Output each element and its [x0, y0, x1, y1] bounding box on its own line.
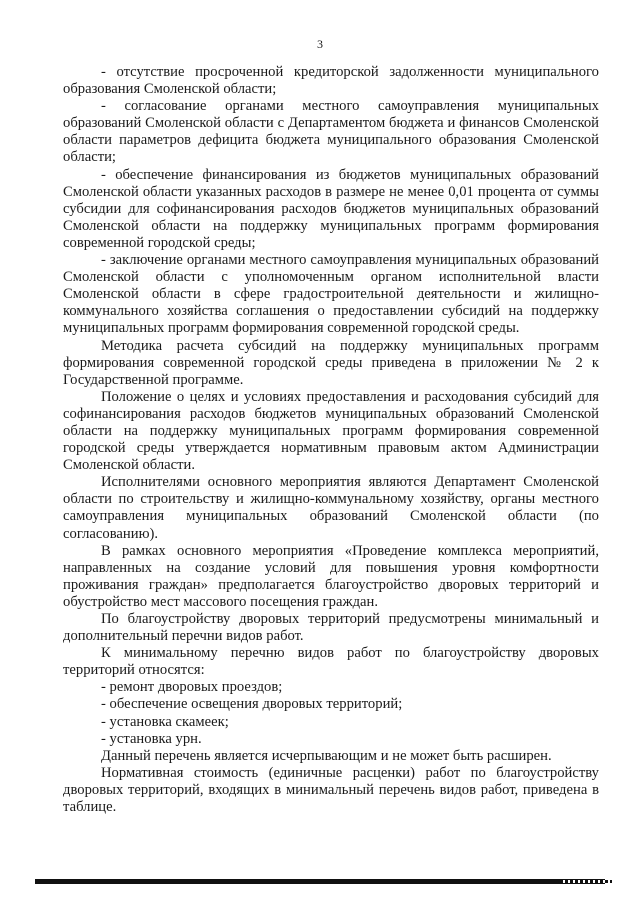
paragraph-executors: Исполнителями основного мероприятия являются Департамент Смоленской области по строительству и жилищно-коммунальному хозяйству, органы местного самоуправления муниципальных образований Смоленской области (по согласованию).: [63, 474, 599, 542]
paragraph-regulation: Положение о целях и условиях предоставления и расходования субсидий для софинансирования расходов бюджетов муниципальных образований Смоленской области на поддержку муниципальных программ формирования современной городской среды утверждается нормативным правовым актом Администрации Смоленской области.: [63, 388, 599, 474]
paragraph-condition-agreement: - заключение органами местного самоуправления муниципальных образований Смоленской области с уполномоченным органом исполнительной власти Смоленской области в сфере градостроительной деятельности и жилищно-коммунального хозяйства соглашения о предоставлении субсидий на поддержку муниципальных программ формирования современной городской среды.: [63, 252, 599, 337]
scan-edge-bar-tail: [560, 880, 612, 883]
page-number: 3: [317, 37, 323, 51]
paragraph-condition-no-overdue-debt: - отсутствие просроченной кредиторской задолженности муниципального образования Смоленской области;: [63, 64, 599, 98]
list-item-lighting: - обеспечение освещения дворовых территорий;: [101, 696, 403, 713]
paragraph-work-lists: По благоустройству дворовых территорий предусмотрены минимальный и дополнительный перечни видов работ.: [63, 611, 599, 645]
paragraph-minimal-list-intro: К минимальному перечню видов работ по благоустройству дворовых территорий относятся:: [63, 645, 599, 679]
paragraph-standard-cost: Нормативная стоимость (единичные расценки) работ по благоустройству дворовых территорий, входящих в минимальный перечень видов работ, приведена в таблице.: [63, 764, 599, 816]
document-body: [63, 64, 599, 816]
list-item-benches: - установка скамеек;: [101, 713, 229, 730]
paragraph-condition-cofinancing: - обеспечение финансирования из бюджетов муниципальных образований Смоленской области указанных расходов в размере не менее 0,01 процента от суммы субсидии для софинансирования расходов бюджетов муниципальных образований Смоленской области на поддержку муниципальных программ формирования современной городской среды;: [63, 166, 599, 251]
paragraph-list-exhaustive: Данный перечень является исчерпывающим и не может быть расширен.: [101, 747, 552, 764]
paragraph-condition-deficit-agreement: - согласование органами местного самоуправления муниципальных образований Смоленской области с Департаментом бюджета и финансов Смоленской области параметров дефицита бюджета муниципального образования Смоленской области;: [63, 98, 599, 166]
paragraph-methodology: Методика расчета субсидий на поддержку муниципальных программ формирования современной городской среды приведена в приложении № 2 к Государственной программе.: [63, 337, 599, 388]
list-item-bins: - установка урн.: [101, 730, 202, 747]
list-item-road-repair: - ремонт дворовых проездов;: [101, 679, 283, 696]
paragraph-main-activity: В рамках основного мероприятия «Проведение комплекса мероприятий, направленных на создание условий для повышения уровня комфортности проживания граждан» предполагается благоустройство дворовых территорий и обустройство мест массового посещения граждан.: [63, 542, 599, 610]
scan-edge-bar: [35, 879, 605, 884]
